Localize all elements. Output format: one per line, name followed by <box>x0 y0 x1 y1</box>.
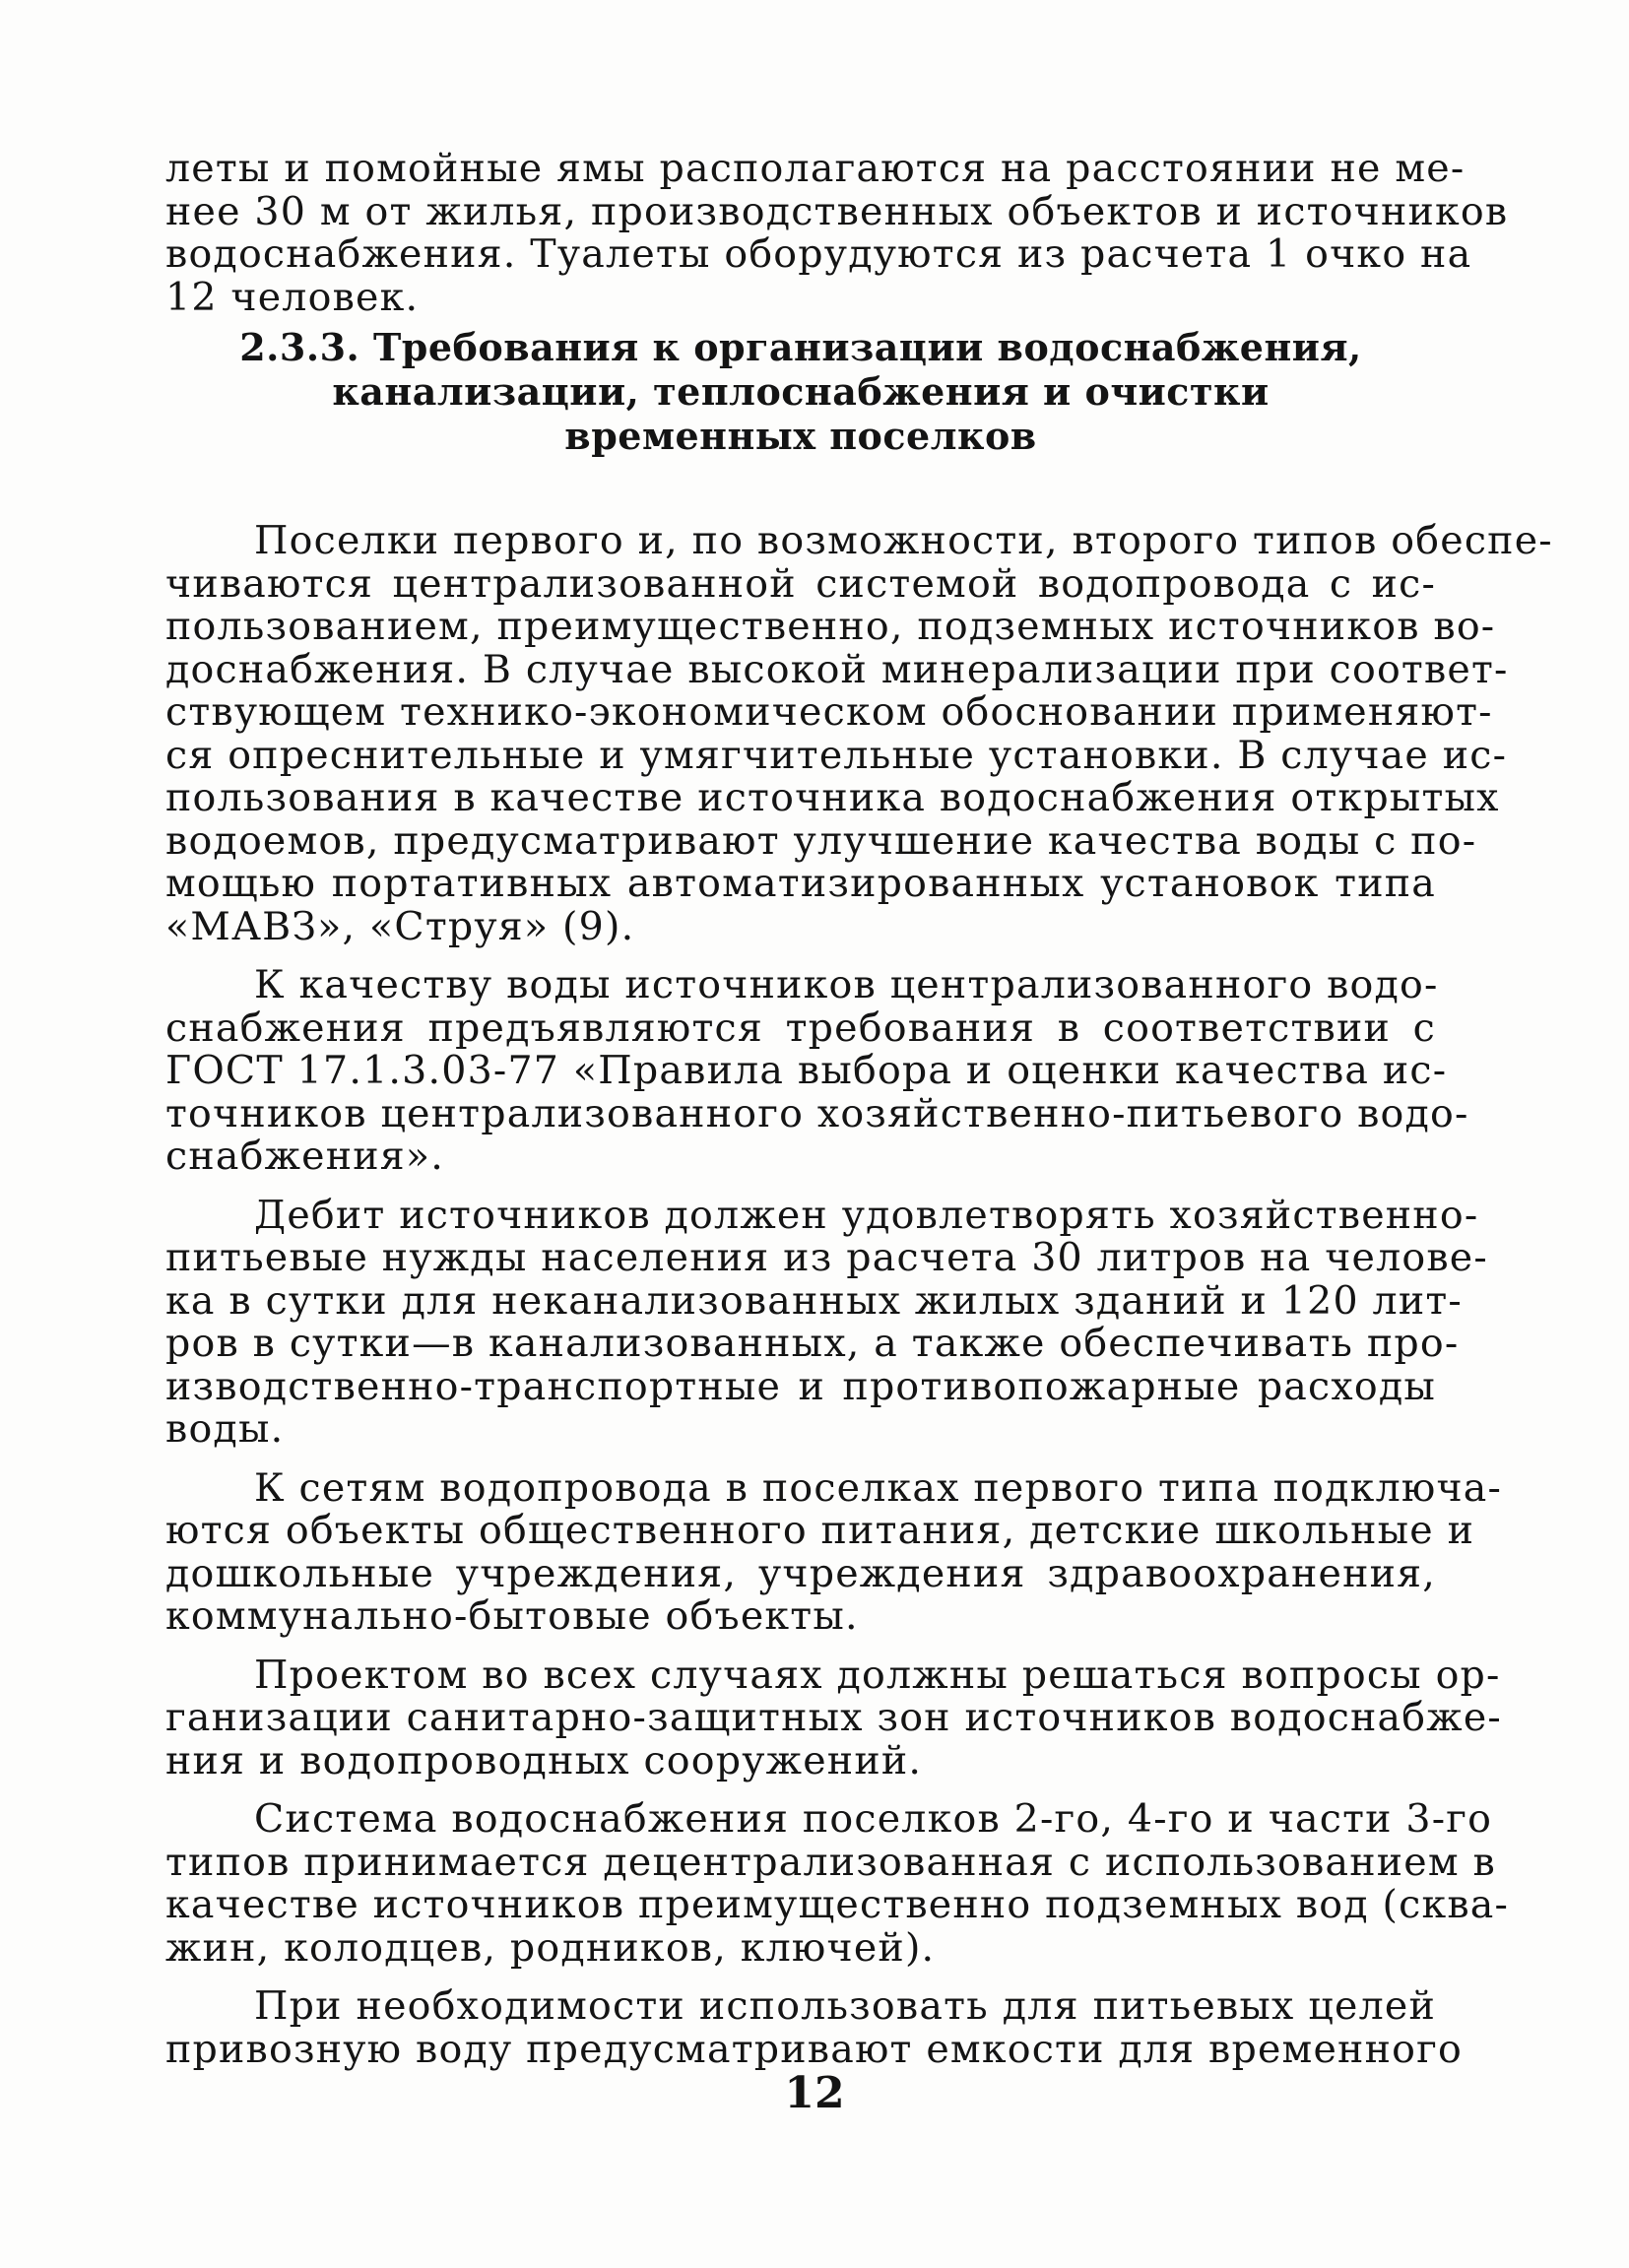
paragraph-4 <box>165 1464 1503 1639</box>
paragraph-line: При необходимости использовать для питьевых целей <box>254 1983 1436 2029</box>
paragraph-line: воды. <box>165 1406 285 1452</box>
paragraph-line: К сетям водопровода в поселках первого типа подключа- <box>254 1464 1503 1511</box>
paragraph-line: Проектом во всех случаях должны решаться вопросы ор- <box>254 1652 1501 1698</box>
paragraph-line: коммунально-бытовые объекты. <box>165 1593 859 1639</box>
paragraph-line: снабжения». <box>165 1134 444 1179</box>
paragraph-line: пользованием, преимущественно, подземных источников во- <box>165 604 1496 649</box>
paragraph-3 <box>165 1192 1488 1452</box>
paragraph-line: «МАВЗ», «Струя» (9). <box>165 903 635 949</box>
heading-line: 2.3.3. Требования к организации водоснабжения, <box>239 325 1362 369</box>
paragraph-line: Система водоснабжения поселков 2-го, 4-го и части 3-го <box>254 1796 1493 1842</box>
section-heading <box>165 325 1436 458</box>
paragraph-line: ка в сутки для неканализованных жилых зданий и 120 лит- <box>165 1277 1463 1324</box>
body-text <box>165 518 1553 2087</box>
paragraph-line: ются объекты общественного питания, детские школьные и <box>165 1508 1475 1553</box>
paragraph-line: нее 30 м от жилья, производственных объектов и источников <box>165 188 1509 234</box>
paragraph-line: снабжения предъявляются требования в соответствии с <box>165 1004 1436 1051</box>
paragraph-line: точников централизованного хозяйственно-питьевого водо- <box>165 1090 1469 1136</box>
top-paragraph <box>165 146 1509 320</box>
paragraph-line: ния и водопроводных сооружений. <box>165 1737 923 1783</box>
page-number: 12 <box>784 2068 845 2118</box>
paragraph-7 <box>165 1983 1463 2072</box>
paragraph-line: дошкольные учреждения, учреждения здравоохранения, <box>165 1550 1436 1596</box>
paragraph-line: мощью портативных автоматизированных установок типа <box>165 861 1436 906</box>
heading-line: канализации, теплоснабжения и очистки <box>332 369 1270 414</box>
paragraph-line: изводственно-транспортные и противопожарные расходы <box>165 1363 1436 1409</box>
paragraph-line: ганизации санитарно-защитных зон источников водоснабже- <box>165 1695 1502 1740</box>
paragraph-1 <box>165 518 1553 949</box>
paragraph-line: качестве источников преимущественно подземных вод (сква- <box>165 1882 1510 1927</box>
paragraph-line: ГОСТ 17.1.3.03-77 «Правила выбора и оценки качества ис- <box>165 1048 1448 1093</box>
paragraph-line: чиваются централизованной системой водопровода с ис- <box>165 560 1436 607</box>
paragraph-line: питьевые нужды населения из расчета 30 литров на челове- <box>165 1235 1488 1280</box>
heading-line: временных поселков <box>564 414 1037 458</box>
paragraph-line: водоснабжения. Туалеты оборудуются из расчета 1 очко на <box>165 231 1472 277</box>
paragraph-line: леты и помойные ямы располагаются на расстоянии не ме- <box>165 146 1466 191</box>
paragraph-line: жин, колодцев, родников, ключей). <box>165 1924 936 1971</box>
paragraph-2 <box>165 962 1469 1179</box>
paragraph-line: К качеству воды источников централизованного водо- <box>254 962 1439 1007</box>
paragraph-line: пользования в качестве источника водоснабжения открытых <box>165 775 1500 820</box>
paragraph-5 <box>165 1652 1502 1783</box>
paragraph-line: Поселки первого и, по возможности, второго типов обеспе- <box>254 518 1553 563</box>
paragraph-line: ся опреснительные и умягчительные установки. В случае ис- <box>165 732 1508 778</box>
paragraph-line: Дебит источников должен удовлетворять хозяйственно- <box>254 1192 1479 1238</box>
paragraph-line: 12 человек. <box>165 274 420 320</box>
paragraph-line: типов принимается децентрализованная с использованием в <box>165 1839 1496 1885</box>
paragraph-6 <box>165 1796 1510 1971</box>
paragraph-line: привозную воду предусматривают емкости для временного <box>165 2026 1463 2072</box>
paragraph-line: водоемов, предусматривают улучшение качества воды с по- <box>165 817 1477 864</box>
paragraph-line: ров в сутки—в канализованных, а также обеспечивать про- <box>165 1321 1460 1366</box>
paragraph-line: доснабжения. В случае высокой минерализации при соответ- <box>165 646 1509 692</box>
paragraph-line: ствующем технико-экономическом обосновании применяют- <box>165 689 1493 735</box>
